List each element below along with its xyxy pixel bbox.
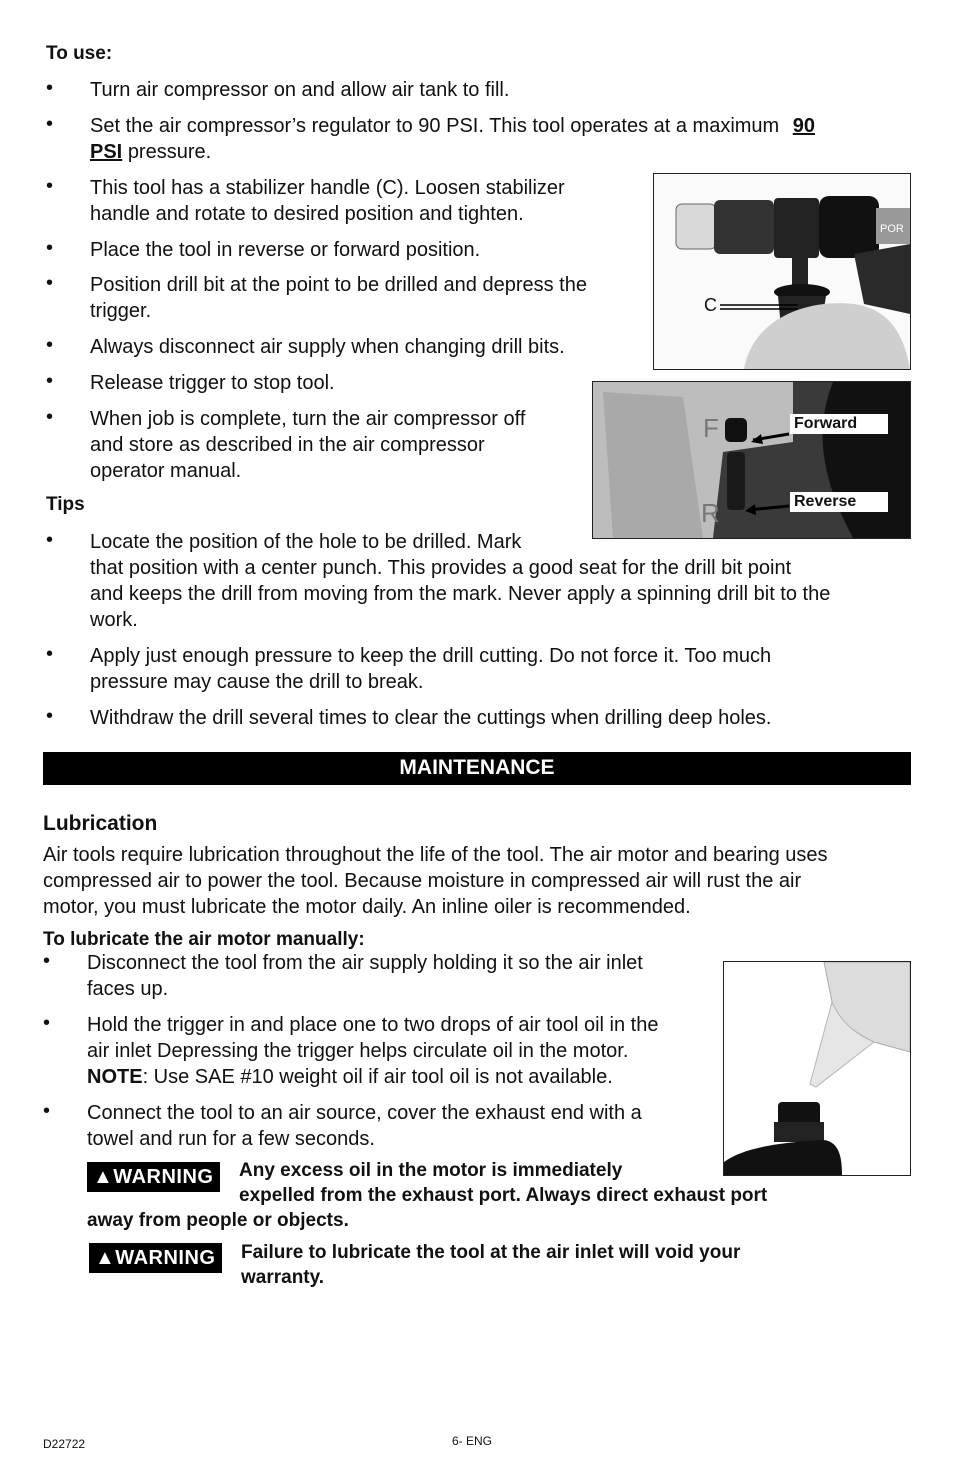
list-item-text: Always disconnect air supply when changing drill bits. — [90, 336, 565, 358]
reverse-label: Reverse — [790, 492, 888, 512]
to-use-heading: To use: — [46, 43, 113, 64]
page-number: 6- ENG — [452, 1434, 493, 1448]
list-item-text: faces up. — [87, 978, 169, 1000]
forward-label: Forward — [790, 414, 888, 434]
note-text: : Use SAE #10 weight oil if air tool oil is not available. — [142, 1066, 613, 1088]
list-item-text: Set the air compressor’s regulator to 90 PSI. This tool operates at a maximum — [90, 115, 780, 137]
warning-badge: ▲WARNING — [87, 1162, 220, 1192]
list-item-text: pressure. — [127, 141, 212, 163]
list-item-text: work. — [90, 609, 138, 631]
oil-bottle-illustration — [724, 962, 910, 1175]
list-item-text: When job is complete, turn the air compressor off — [90, 408, 526, 430]
warning-badge: ▲WARNING — [89, 1243, 222, 1273]
list-item-text: This tool has a stabilizer handle (C). Loosen stabilizer — [90, 177, 565, 199]
svg-text:F: F — [703, 413, 719, 443]
direction-switch-illustration — [593, 382, 910, 538]
svg-text:POR: POR — [880, 223, 904, 235]
list-item-text: trigger. — [90, 300, 152, 322]
list-item-text: and store as described in the air compressor — [90, 434, 485, 456]
stabilizer-handle-figure — [653, 173, 911, 370]
warning-text-continued: away from people or objects. — [87, 1210, 349, 1231]
direction-switch-figure — [592, 381, 911, 539]
list-item-text: operator manual. — [90, 460, 242, 482]
warning-text: Failure to lubricate the tool at the air inlet will void your warranty. — [241, 1242, 741, 1288]
list-item-text: Locate the position of the hole to be drilled. Mark — [90, 531, 522, 553]
stabilizer-pointer-line — [720, 302, 800, 312]
oil-bottle-figure — [723, 961, 911, 1176]
manual-lubrication-heading: To lubricate the air motor manually: — [43, 929, 365, 950]
list-item-text: Disconnect the tool from the air supply holding it so the air inlet — [87, 952, 643, 974]
warning-triangle-icon: ▲ — [93, 1166, 114, 1188]
list-item-text: pressure may cause the drill to break. — [90, 671, 424, 693]
drill-stabilizer-illustration — [654, 174, 910, 369]
max-pressure-value: 90 — [792, 115, 816, 137]
list-item-text: Turn air compressor on and allow air tank to fill. — [90, 79, 510, 101]
list-item-text: Hold the trigger in and place one to two drops of air tool oil in the — [87, 1014, 659, 1036]
list-item-text: Connect the tool to an air source, cover the exhaust end with a — [87, 1102, 642, 1124]
list-item-text: Release trigger to stop tool. — [90, 372, 335, 394]
list-item-text: Apply just enough pressure to keep the drill cutting. Do not force it. Too much — [90, 645, 772, 667]
list-item-text: Position drill bit at the point to be drilled and depress the — [90, 274, 587, 296]
list-item-text: Withdraw the drill several times to clear the cuttings when drilling deep holes. — [90, 707, 772, 729]
note-label: NOTE — [87, 1066, 143, 1088]
warning-triangle-icon: ▲ — [95, 1247, 116, 1269]
list-item-text: towel and run for a few seconds. — [87, 1128, 375, 1150]
warning-text: Any excess oil in the motor is immediately expelled from the exhaust port. Always direct exhaust port — [239, 1160, 768, 1206]
list-item-text: handle and rotate to desired position and tighten. — [90, 203, 524, 225]
list-item-text: Place the tool in reverse or forward position. — [90, 239, 481, 261]
lubrication-body: Air tools require lubrication throughout the life of the tool. The air motor and bearing uses compressed air to power the tool. Because moisture in compressed air will rust the air motor, you must lubricate the motor daily. An inline oiler is recommended. — [43, 844, 828, 918]
list-item-text: that position with a center punch. This provides a good seat for the drill bit point — [90, 557, 792, 579]
maintenance-banner: MAINTENANCE — [43, 752, 911, 785]
stabilizer-label: C — [704, 295, 717, 315]
document-number: D22722 — [43, 1437, 86, 1451]
max-pressure-unit: PSI — [90, 141, 123, 163]
lubrication-heading: Lubrication — [43, 812, 158, 835]
list-item-text: and keeps the drill from moving from the mark. Never apply a spinning drill bit to the — [90, 583, 831, 605]
svg-text:R: R — [701, 498, 720, 528]
list-item-text: air inlet Depressing the trigger helps circulate oil in the motor. — [87, 1040, 629, 1062]
tips-heading: Tips — [46, 494, 85, 515]
